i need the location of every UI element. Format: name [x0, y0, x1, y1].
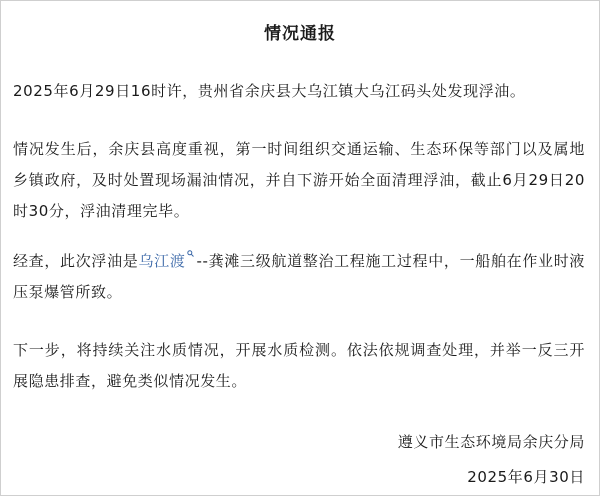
paragraph-discovery: 2025年6月29日16时许，贵州省余庆县大乌江镇大乌江码头处发现浮油。: [13, 82, 526, 100]
wujiangdu-link[interactable]: 乌江渡: [138, 252, 186, 270]
signature-org: 遵义市生态环境局余庆分局: [397, 433, 585, 451]
investigation-text-before: 经查，此次浮油是: [13, 252, 139, 270]
paragraph-response: 情况发生后，余庆县高度重视，第一时间组织交通运输、生态环保等部门以及属地乡镇政府，及时处置现场漏油情况，并自下游开始全面清理浮油，截止6月29日20时30分，浮油清理完毕。: [13, 140, 585, 220]
search-icon[interactable]: [187, 250, 194, 257]
paragraph-next-steps: 下一步，将持续关注水质情况，开展水质检测。依法依规调查处理，并举一反三开展隐患排查，避免类似情况发生。: [13, 341, 585, 390]
paragraph-investigation: [13, 246, 585, 308]
investigation-text-after: --龚滩三级航道整治工程施工过程中，一船舶在作业时液压泵爆管所致。: [13, 252, 585, 301]
document-title: 情况通报: [264, 24, 336, 44]
signature-date: 2025年6月30日: [467, 468, 585, 486]
